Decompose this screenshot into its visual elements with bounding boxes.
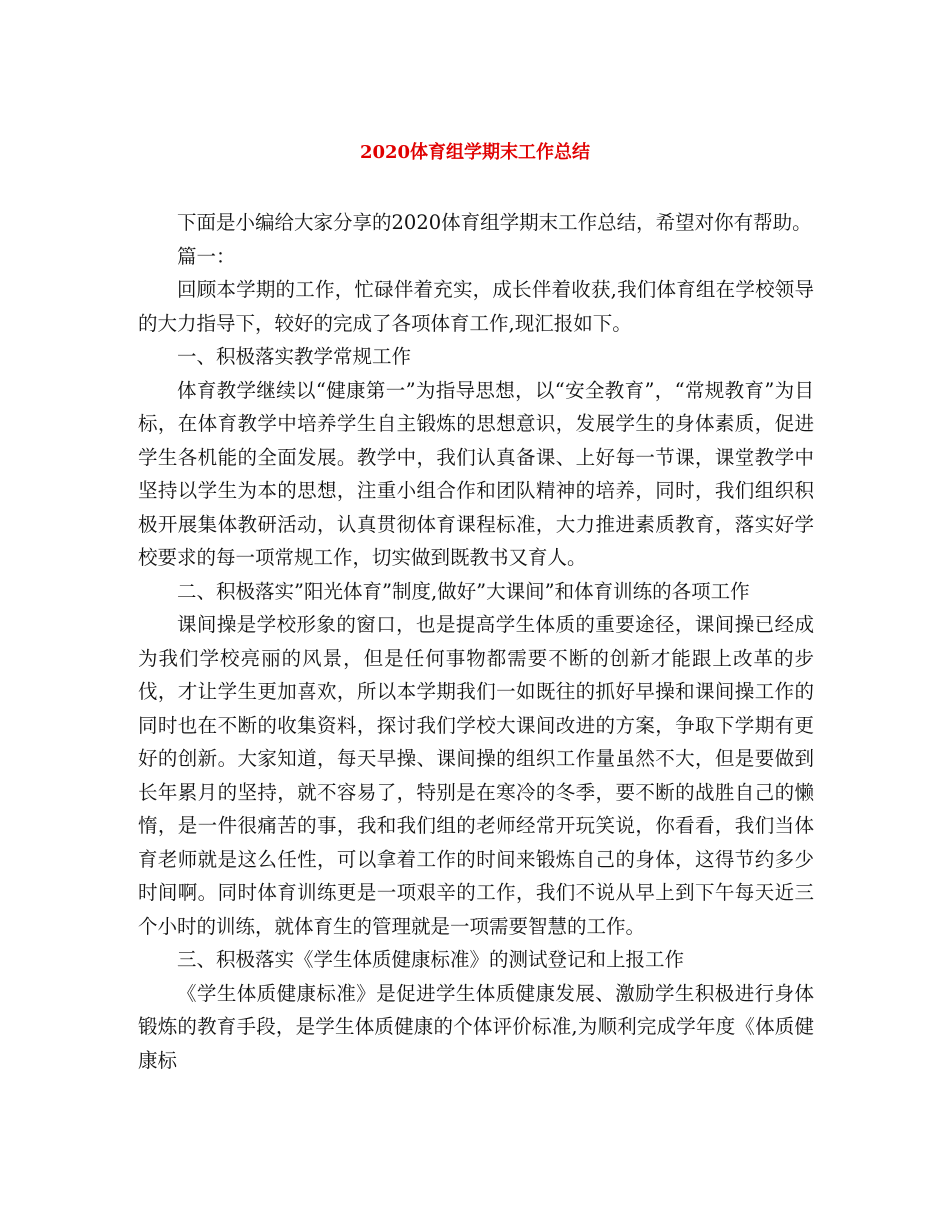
document-body bbox=[138, 206, 814, 1077]
section-heading-1: 一、积极落实教学常规工作 bbox=[177, 345, 412, 368]
paragraph-part-label: 篇一： bbox=[177, 244, 236, 268]
paragraph-teaching: 体育教学继续以“健康第一”为指导思想，以“安全教育”，“常规教育”为目标，在体育教学中培养学生自主锻炼的思想意识，发展学生的身体素质，促进学生各机能的全面发展。教学中，我们认真备课、上好每一节课，课堂教学中坚持以学生为本的思想，注重小组合作和团队精神的培养，同时，我们组织积极开展集体教研活动，认真贯彻体育课程标准，大力推进素质教育，落实好学校要求的每一项常规工作，切实做到既教书又育人。 bbox=[138, 378, 814, 569]
paragraph-standard: 《学生体质健康标准》是促进学生体质健康发展、激励学生积极进行身体锻炼的教育手段，是学生体质健康的个体评价标准,为顺利完成学年度《体质健康标 bbox=[138, 981, 814, 1072]
paragraph-exercise: 课间操是学校形象的窗口，也是提高学生体质的重要途径，课间操已经成为我们学校亮丽的风景，但是任何事物都需要不断的创新才能跟上改革的步伐，才让学生更加喜欢，所以本学期我们一如既往的抓好早操和课间操工作的同时也在不断的收集资料，探讨我们学校大课间改进的方案，争取下学期有更好的创新。大家知道，每天早操、课间操的组织工作量虽然不大，但是要做到长年累月的坚持，就不容易了，特别是在寒冷的冬季，要不断的战胜自己的懒惰，是一件很痛苦的事，我和我们组的老师经常开玩笑说，你看看，我们当体育老师就是这么任性，可以拿着工作的时间来锻炼自己的身体，这得节约多少时间啊。同时体育训练更是一项艰辛的工作，我们不说从早上到下午每天近三个小时的训练，就体育生的管理就是一项需要智慧的工作。 bbox=[138, 613, 814, 938]
paragraph-intro: 下面是小编给大家分享的2020体育组学期末工作总结，希望对你有帮助。 bbox=[177, 211, 812, 234]
section-heading-3: 三、积极落实《学生体质健康标准》的测试登记和上报工作 bbox=[177, 948, 685, 971]
paragraph-review: 回顾本学期的工作，忙碌伴着充实，成长伴着收获,我们体育组在学校领导的大力指导下，较好的完成了各项体育工作,现汇报如下。 bbox=[138, 278, 814, 335]
section-heading-2: 二、积极落实”阳光体育”制度,做好”大课间”和体育训练的各项工作 bbox=[177, 579, 750, 603]
document-title: 2020体育组学期末工作总结 bbox=[359, 142, 591, 163]
